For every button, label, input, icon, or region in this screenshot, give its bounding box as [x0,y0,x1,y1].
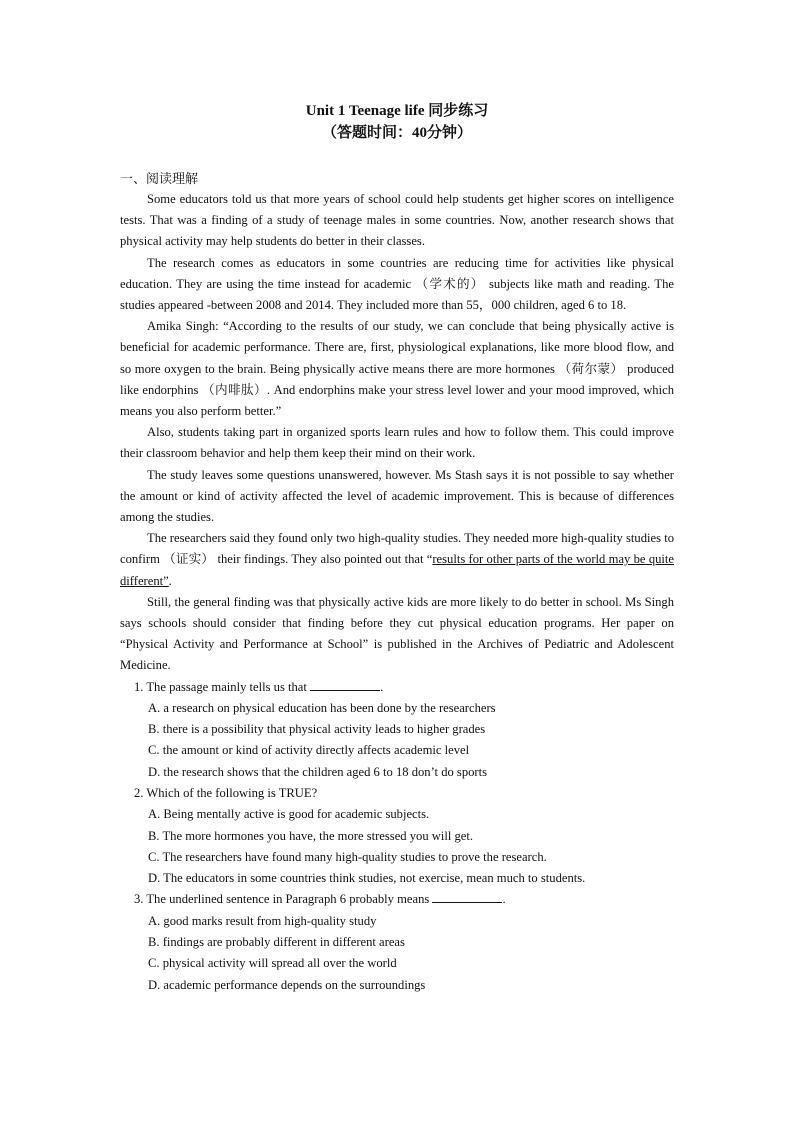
passage-paragraph-3: Amika Singh: “According to the results of our study, we can conclude that being physically active is beneficial for academic performance. There are, first, physiological explanations, like more blood flow, and so more oxygen to the brain. Being physically active means there are more hormones （荷尔蒙） produced like endorphins （内啡肽）. And endorphins make your stress level lower and your mood improved, which means you also perform better.” [120,319,674,419]
question-1-stem: 1. The passage mainly tells us that [134,679,307,694]
page-title: Unit 1 Teenage life 同步练习 [305,103,489,119]
underlined-sentence: results for other parts of the world may be quite different” [120,552,674,588]
document-page [120,100,674,996]
passage-paragraph-6 [120,528,674,592]
question-2-option-d: D. The educators in some countries think studies, not exercise, mean much to students. [148,871,586,886]
question-3: 3. The underlined sentence in Paragraph 6 probably means . [134,892,506,907]
question-2 [120,783,674,804]
question-1-option-a: A. a research on physical education has been done by the researchers [148,700,496,715]
passage-paragraph-2: The research comes as educators in some countries are reducing time for activities like physical education. They are using the time instead for academic （学术的） subjects like math and reading. The studies appeared -between 2008 and 2014. They included more than 55，000 children, aged 6 to 18. [120,255,674,313]
question-3-option-a: A. good marks result from high-quality study [148,913,377,928]
question-1-option-c: C. the amount or kind of activity directly affects academic level [148,743,470,758]
question-2-option-a: A. Being mentally active is good for academic subjects. [148,807,430,822]
passage-paragraph-5: The study leaves some questions unanswered, however. Ms Stash says it is not possible to say whether the amount or kind of activity affected the level of academic improvement. This is because of differences among the studies. [120,467,674,525]
paragraph-6-text: The researchers said they found only two high-quality studies. They needed more high-quality studies to confirm （证实） their findings. They also pointed out that “ [120,531,674,567]
paragraph-6-end: . [168,573,172,588]
question-2-option-b: B. The more hormones you have, the more stressed you will get. [148,828,474,843]
question-1-option-d: D. the research shows that the children aged 6 to 18 don’t do sports [148,764,488,779]
question-1-option-b: B. there is a possibility that physical activity leads to higher grades [148,722,486,737]
answer-blank [310,678,380,691]
question-3-option-b: B. findings are probably different in different areas [148,934,405,949]
question-3-option-d: D. academic performance depends on the surroundings [148,977,426,992]
section-heading: 一、阅读理解 [120,171,199,186]
answer-blank [432,890,502,903]
question-3-stem: 3. The underlined sentence in Paragraph 6 probably means [134,892,430,907]
passage-paragraph-4: Also, students taking part in organized sports learn rules and how to follow them. This could improve their classroom behavior and help them keep their mind on their work. [120,425,674,461]
passage-paragraph-1: Some educators told us that more years of school could help students get higher scores on intelligence tests. That was a finding of a study of teenage males in some countries. Now, another research shows that physical activity may help students do better in their classes. [120,192,674,249]
page-subtitle: （答题时间：40分钟） [321,125,472,141]
question-2-stem: 2. Which of the following is TRUE? [134,786,318,801]
question-2-option-c: C. The researchers have found many high-quality studies to prove the research. [148,849,547,864]
question-1: 1. The passage mainly tells us that . [134,679,384,694]
passage-paragraph-7: Still, the general finding was that physically active kids are more likely to do better in school. Ms Singh says schools should consider that finding before they cut physical education programs. Her paper on “Physical Activity and Performance at School” is published in the Archives of Pediatric and Adolescent Medicine. [120,594,674,673]
question-3-option-c: C. physical activity will spread all over the world [148,956,397,971]
